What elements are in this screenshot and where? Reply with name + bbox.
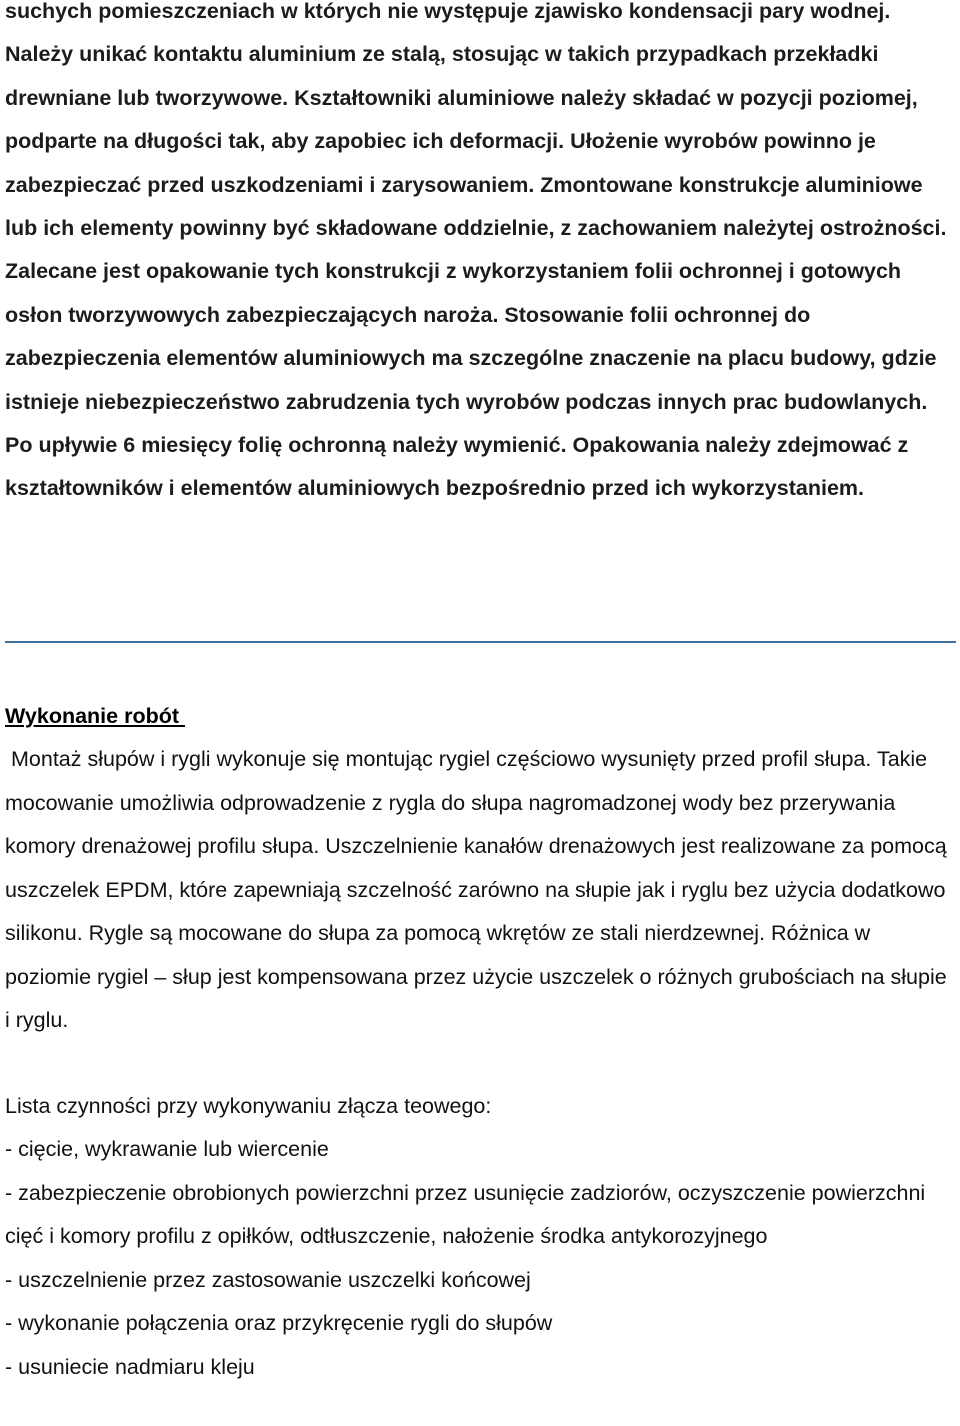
list-item: - uszczelnienie przez zastosowanie uszczelki końcowej bbox=[5, 1267, 531, 1292]
operations-list bbox=[5, 1128, 957, 1389]
section-divider bbox=[5, 641, 956, 643]
section-heading: Wykonanie robót bbox=[5, 704, 185, 728]
list-item: - cięcie, wykrawanie lub wiercenie bbox=[5, 1137, 329, 1161]
main-paragraph-text: Montaż słupów i rygli wykonuje się montując rygiel częściowo wysunięty przed profil słupa. Takie mocowanie umożliwia odprowadzenie z rygla do słupa nagromadzonej wody bez przerywania komory drenażowej profilu słupa. Uszczelnienie kanałów drenażowych jest realizowane za pomocą uszczelek EPDM, które zapewniają szczelność zarówno na słupie jak i ryglu bez użycia dodatkowo silikonu. Rygle są mocowane do słupa za pomocą wkrętów ze stali nierdzewnej. Różnica w poziomie rygiel – słup jest kompensowana przez użycie uszczelek o różnych grubościach na słupie i ryglu. bbox=[5, 747, 947, 1032]
list-item: - wykonanie połączenia oraz przykręcenie rygli do słupów bbox=[5, 1311, 553, 1335]
list-intro: Lista czynności przy wykonywaniu złącza teowego: bbox=[5, 1094, 492, 1118]
main-paragraph bbox=[5, 738, 957, 1043]
list-item: - usuniecie nadmiaru kleju bbox=[5, 1354, 255, 1379]
intro-paragraph: suchych pomieszczeniach w których nie występuje zjawisko kondensacji pary wodnej. Należy unikać kontaktu aluminium ze stalą, stosując w takich przypadkach przekładki drewniane lub tworzywowe. Kształtowniki aluminiowe należy składać w pozycji poziomej, podparte na długości tak, aby zapobiec ich deformacji. Ułożenie wyrobów powinno je zabezpieczać przed uszkodzeniami i zarysowaniem. Zmontowane konstrukcje aluminiowe lub ich elementy powinny być składowane oddzielnie, z zachowaniem należytej ostrożności. Zalecane jest opakowanie tych konstrukcji z wykorzystaniem folii ochronnej i gotowych osłon tworzywowych zabezpieczających naroża. Stosowanie folii ochronnej do zabezpieczenia elementów aluminiowych ma szczególne znaczenie na placu budowy, gdzie istnieje niebezpieczeństwo zabrudzenia tych wyrobów podczas innych prac budowlanych. Po upływie 6 miesięcy folię ochronną należy wymienić. Opakowania należy zdejmować z kształtowników i elementów aluminiowych bezpośrednio przed ich wykorzystaniem. bbox=[5, 0, 947, 501]
list-item: - zabezpieczenie obrobionych powierzchni przez usunięcie zadziorów, oczyszczenie powierzchni cięć i komory profilu z opiłków, odtłuszczenie, nałożenie środka antykorozyjnego bbox=[5, 1180, 926, 1248]
